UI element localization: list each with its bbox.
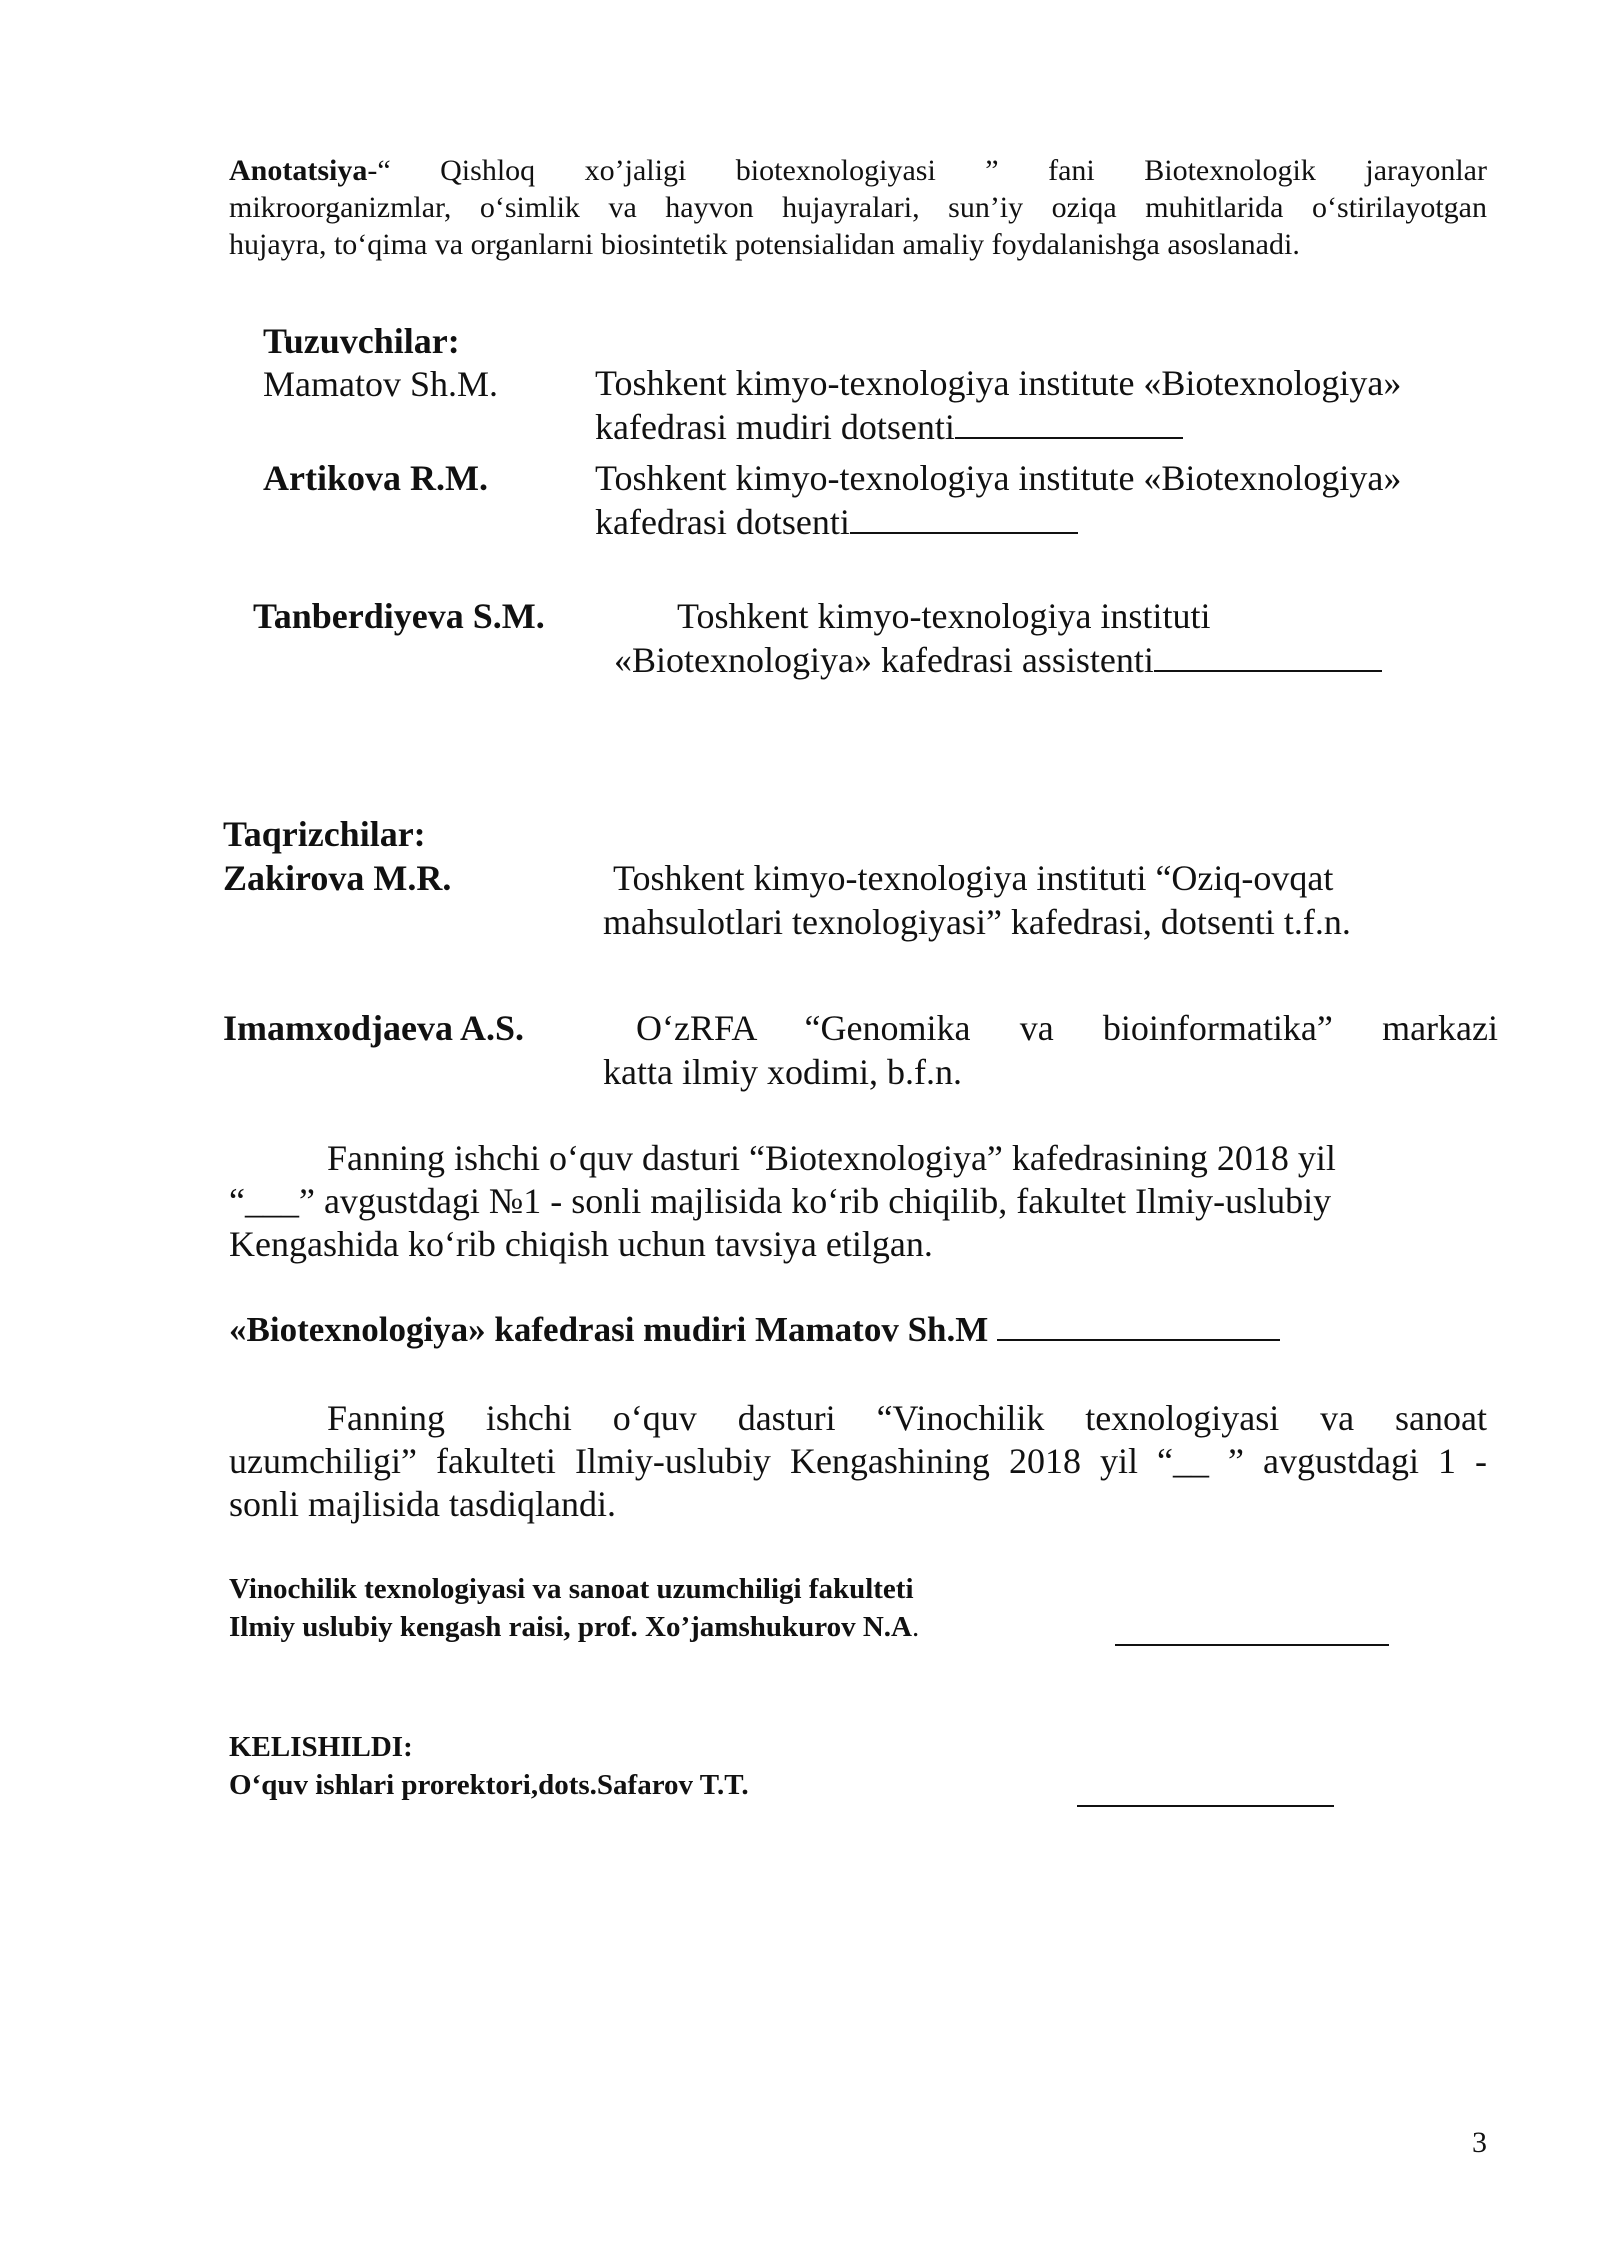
reviewer-desc-2 xyxy=(603,1006,1498,1094)
page-number: 3 xyxy=(1472,2126,1487,2159)
annotation-line-2: mikroorganizmlar, o‘simlik va hayvon hujayralari, sun’iy oziqa muhitlarida o‘stirilayotgan xyxy=(229,191,1487,224)
agreed-heading: KELISHILDI: xyxy=(229,1731,413,1763)
faculty-line-2: Ilmiy uslubiy kengash raisi, prof. Xo’jamshukurov N.A. xyxy=(229,1611,920,1643)
signature-blank xyxy=(1154,670,1382,672)
annotation-line-3: hujayra, to‘qima va organlarni biosintetik potensialidan amaliy foydalanishga asoslanadi. xyxy=(229,228,1300,261)
author-desc-3-line-2: «Biotexnologiya» kafedrasi assistenti xyxy=(614,638,1382,682)
approval-1-line-3: Kengashida ko‘rib chiqish uchun tavsiya etilgan. xyxy=(229,1224,933,1264)
reviewer-desc-1-line-1: Toshkent kimyo-texnologiya instituti “Oziq-ovqat xyxy=(613,858,1334,898)
annotation-label: Anotatsiya xyxy=(229,154,368,187)
reviewers-heading: Taqrizchilar: xyxy=(223,814,426,854)
approval-paragraph-1 xyxy=(229,1137,1336,1266)
reviewer-desc-1-line-2: mahsulotlari texnologiyasi” kafedrasi, dotsenti t.f.n. xyxy=(603,902,1351,942)
approval-paragraph-2 xyxy=(229,1397,1487,1526)
reviewer-desc-1 xyxy=(603,856,1351,944)
approval-2-line-1: Fanning ishchi o‘quv dasturi “Vinochilik texnologiyasi va sanoat xyxy=(327,1398,1487,1438)
signature-blank xyxy=(1077,1773,1334,1807)
author-desc-3-line-1: Toshkent kimyo-texnologiya instituti xyxy=(677,596,1211,636)
annotation-paragraph xyxy=(229,152,1487,263)
signature-blank xyxy=(955,437,1183,439)
author-name-2: Artikova R.M. xyxy=(263,458,488,498)
reviewer-name-1: Zakirova M.R. xyxy=(223,858,452,898)
faculty-council-block xyxy=(229,1570,919,1646)
author-desc-1 xyxy=(595,361,1401,449)
author-name-3: Tanberdiyeva S.M. xyxy=(253,596,545,636)
head-signature-text: «Biotexnologiya» kafedrasi mudiri Mamatov Sh.M xyxy=(229,1310,989,1349)
signature-blank xyxy=(997,1339,1280,1341)
authors-heading: Tuzuvchilar: xyxy=(263,321,460,361)
author-desc-2-line-2: kafedrasi dotsenti xyxy=(595,500,1401,544)
approval-1-line-1: Fanning ishchi o‘quv dasturi “Biotexnologiya” kafedrasining 2018 yil xyxy=(327,1138,1336,1178)
author-desc-1-line-2: kafedrasi mudiri dotsenti xyxy=(595,405,1401,449)
approval-2-line-2: uzumchiligi” fakulteti Ilmiy-uslubiy Kengashining 2018 yil “__ ” avgustdagi 1 - xyxy=(229,1441,1487,1481)
reviewer-desc-2-line-1: O‘zRFA “Genomika va bioinformatika” markazi xyxy=(636,1008,1498,1048)
approval-1-line-2: “___” avgustdagi №1 - sonli majlisida ko‘rib chiqilib, fakultet Ilmiy-uslubiy xyxy=(229,1181,1332,1221)
author-desc-1-line-1: Toshkent kimyo-texnologiya institute «Biotexnologiya» xyxy=(595,363,1402,403)
annotation-line-1 xyxy=(229,152,1487,189)
head-signature-line xyxy=(229,1310,1280,1350)
author-name-1: Mamatov Sh.M. xyxy=(263,364,499,404)
author-desc-2-line-1: Toshkent kimyo-texnologiya institute «Biotexnologiya» xyxy=(595,458,1402,498)
agreed-block xyxy=(229,1728,749,1804)
signature-blank xyxy=(1115,1612,1389,1646)
reviewer-desc-2-line-2: katta ilmiy xodimi, b.f.n. xyxy=(603,1052,962,1092)
annotation-line-1-text: -“ Qishloq xo’jaligi biotexnologiyasi ” fani Biotexnologik jarayonlar xyxy=(367,154,1487,187)
faculty-line-1: Vinochilik texnologiyasi va sanoat uzumchiligi fakulteti xyxy=(229,1573,914,1605)
author-desc-2 xyxy=(595,456,1401,544)
reviewer-name-2: Imamxodjaeva A.S. xyxy=(223,1008,525,1048)
agreed-line: O‘quv ishlari prorektori,dots.Safarov T.T. xyxy=(229,1769,749,1801)
author-desc-3 xyxy=(614,594,1382,682)
signature-blank xyxy=(850,532,1078,534)
approval-2-line-3: sonli majlisida tasdiqlandi. xyxy=(229,1484,616,1524)
